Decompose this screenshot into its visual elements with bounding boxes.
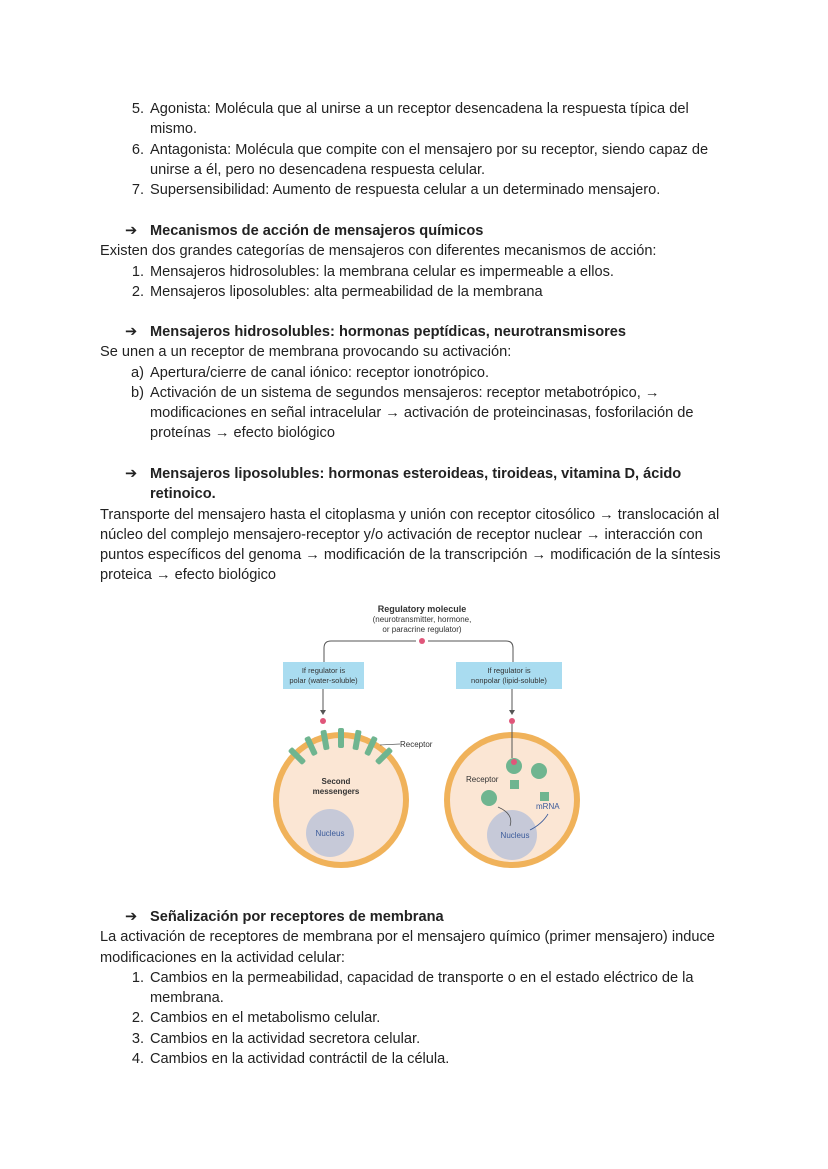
receptor-label-left: Receptor bbox=[400, 740, 433, 749]
list-item: 2. Cambios en el metabolismo celular. bbox=[131, 1010, 381, 1027]
section-body: Transporte del mensajero hasta el citoplasma y unión con receptor citosólico → translocación al núcleo del complejo mensajero-receptor y/o activación de receptor nuclear → interacción con puntos específicos del genoma → modificación de la transcripción → modificación de la síntesis proteica → efecto biológico bbox=[100, 506, 721, 584]
arrow-icon: ➔ bbox=[125, 909, 138, 925]
arrow-icon: ➔ bbox=[125, 223, 138, 239]
arrow-icon: ➔ bbox=[125, 324, 138, 340]
left-nucleus-label: Nucleus bbox=[315, 829, 345, 838]
mrna-label: mRNA bbox=[536, 802, 560, 811]
branch-line-right bbox=[428, 641, 513, 662]
hormone-dot-left bbox=[320, 718, 326, 724]
second-messengers-line-2: messengers bbox=[312, 787, 360, 796]
list-item: 1. Cambios en la permeabilidad, capacidad de transporte o en el estado eléctrico de la membrana. bbox=[131, 969, 694, 1007]
section-mechanisms bbox=[100, 221, 725, 302]
signaling-diagram bbox=[266, 600, 582, 870]
section-water-soluble bbox=[100, 322, 725, 444]
list-item: b) Activación de un sistema de segundos mensajeros: receptor metabotrópico, → modificaciones en señal intracelular → activación de proteincinasas, fosforilación de proteínas → efecto biológico bbox=[131, 384, 694, 442]
list-item: 4. Cambios en la actividad contráctil de la célula. bbox=[131, 1051, 450, 1068]
nonpolar-box-line-2: nonpolar (lipid-soluble) bbox=[471, 676, 547, 685]
categories-list bbox=[100, 262, 725, 303]
section-heading: ➔ Mensajeros liposolubles: hormonas esteroideas, tiroideas, vitamina D, ácido retinoico. bbox=[125, 466, 682, 503]
list-item: 2. Mensajeros liposolubles: alta permeabilidad de la membrana bbox=[131, 283, 543, 300]
receptor-label-right: Receptor bbox=[466, 775, 499, 784]
section-intro: Existen dos grandes categorías de mensajeros con diferentes mecanismos de acción: bbox=[100, 243, 657, 260]
list-item: 1. Mensajeros hidrosolubles: la membrana celular es impermeable a ellos. bbox=[131, 263, 614, 280]
right-nucleus-label: Nucleus bbox=[500, 831, 530, 840]
list-item: 3. Cambios en la actividad secretora celular. bbox=[131, 1030, 421, 1047]
activation-list bbox=[100, 363, 725, 444]
hormone-dot-right bbox=[509, 718, 515, 724]
polar-box-line-2: polar (water-soluble) bbox=[289, 676, 358, 685]
second-messengers-line-1: Second bbox=[321, 777, 351, 786]
arrow-icon: ➔ bbox=[125, 466, 138, 482]
list-item: 7. Supersensibilidad: Aumento de respuesta celular a un determinado mensajero. bbox=[131, 182, 661, 199]
figure-title: Regulatory molecule bbox=[377, 604, 467, 614]
branch-line-left bbox=[324, 641, 416, 662]
definitions-list bbox=[100, 99, 725, 200]
list-item: a) Apertura/cierre de canal iónico: receptor ionotrópico. bbox=[131, 364, 490, 381]
section-lipid-soluble bbox=[100, 464, 725, 586]
nonpolar-box-line-1: If regulator is bbox=[487, 666, 531, 675]
regulator-dot bbox=[419, 638, 425, 644]
section-heading: ➔ Señalización por receptores de membrana bbox=[100, 907, 725, 927]
polar-box-line-1: If regulator is bbox=[301, 666, 346, 675]
section-heading: ➔ Mecanismos de acción de mensajeros químicos bbox=[100, 221, 725, 241]
section-intro: La activación de receptores de membrana por el mensajero químico (primer mensajero) induce modificaciones en la actividad celular: bbox=[100, 929, 715, 966]
list-item: 5. Agonista: Molécula que al unirse a un receptor desencadena la respuesta típica del mismo. bbox=[131, 101, 689, 138]
section-heading: ➔ Mensajeros hidrosolubles: hormonas peptídicas, neurotransmisores bbox=[100, 322, 725, 342]
section-intro: Se unen a un receptor de membrana provocando su activación: bbox=[100, 344, 512, 361]
figure-subtitle-2: or paracrine regulator) bbox=[382, 625, 462, 634]
changes-list bbox=[100, 968, 725, 1069]
section-membrane-signaling bbox=[100, 907, 725, 1069]
figure-subtitle-1: (neurotransmitter, hormone, bbox=[372, 615, 472, 624]
list-item: 6. Antagonista: Molécula que compite con el mensajero por su receptor, siendo capaz de unirse a él, pero no desencadena respuesta celular. bbox=[131, 141, 709, 178]
